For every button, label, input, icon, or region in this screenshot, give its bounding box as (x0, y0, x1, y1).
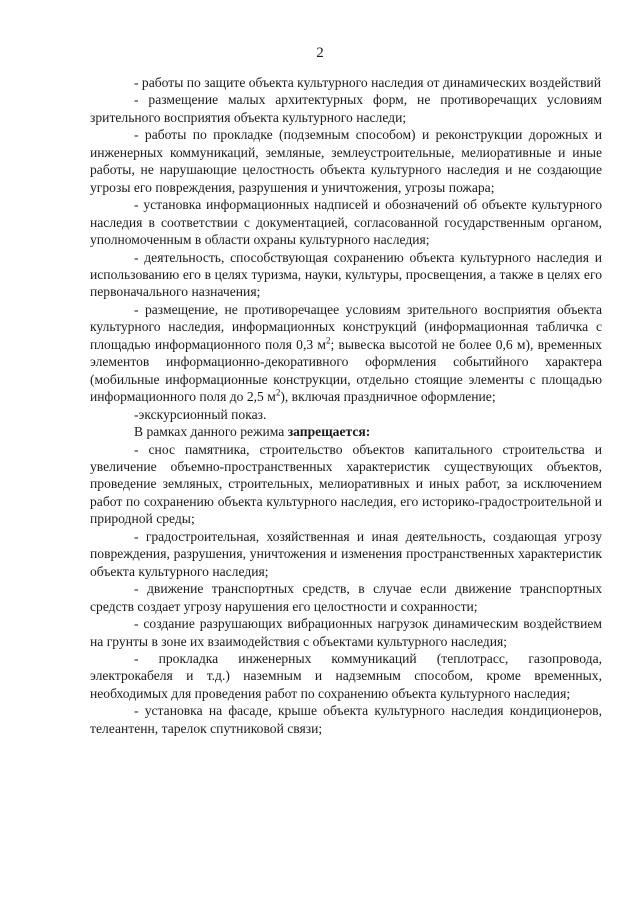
paragraph: - создание разрушающих вибрационных нагрузок динамическим воздействием на грунты в зоне их взаимодействия с объектами культурного наследия; (90, 616, 602, 649)
paragraph: - работы по прокладке (подземным способом) и реконструкции дорожных и инженерных коммуникаций, земляные, землеустроительные, мелиоративные и иные работы, не нарушающие целостность объекта культурного наследия и не создающие угрозы его повреждения, разрушения и уничтожения, угрозы пожара; (90, 127, 602, 195)
paragraph-text: - размещение, не противоречащее условиям зрительного восприятия объекта культурного наследия, информационных конструкций (информационная табличка с площадью информационного поля 0,3 м (90, 301, 602, 352)
paragraph: - деятельность, способствующая сохранению объекта культурного наследия и использованию его в целях туризма, науки, культуры, просвещения, а также в целях его первоначального назначения; (90, 249, 602, 300)
paragraph: -экскурсионный показ. (134, 406, 267, 422)
superscript: 2 (275, 387, 281, 398)
heading-bold-text: запрещается: (287, 424, 371, 440)
page-number: 2 (316, 45, 324, 61)
section-heading (90, 423, 602, 440)
document-body (90, 74, 602, 737)
paragraph: - снос памятника, строительство объектов капитального строительства и увеличение объемно-пространственных характеристик существующих объектов, проведение земляных, строительных, мелиоративных и иных работ, за исключением работ по сохранению объекта культурного наследия, его историко-градостроительной и природной среды; (90, 441, 602, 527)
paragraph: - прокладка инженерных коммуникаций (теплотрасс, газопровода, электрокабеля и т.д.) наземным и надземным способом, кроме временных, необходимых для проведения работ по сохранению объекта культурного наследия; (90, 650, 602, 701)
paragraph: - работы по защите объекта культурного наследия от динамических воздействий (134, 75, 601, 90)
superscript: 2 (325, 335, 331, 346)
heading-prefix: В рамках данного режима (134, 424, 288, 440)
paragraph-text: ; вывеска высотой не более 0,6 м), временных элементов информационно-декоративного оформления событийного характера (мобильные информационные конструкции, отдельно стоящие элементы с площадью информационного поля до 2,5 м (90, 336, 602, 405)
paragraph: - градостроительная, хозяйственная и иная деятельность, создающая угрозу повреждения, разрушения, уничтожения и изменения пространственных характеристик объекта культурного наследия; (90, 528, 602, 579)
paragraph: - движение транспортных средств, в случае если движение транспортных средств создает угрозу нарушения его целостности и сохранности; (90, 581, 602, 614)
paragraph: - размещение малых архитектурных форм, не противоречащих условиям зрительного восприятия объекта культурного наследи; (90, 92, 602, 125)
paragraph (90, 301, 602, 406)
paragraph: - установка информационных надписей и обозначений об объекте культурного наследия в соответствии с документацией, согласованной государственным органом, уполномоченным в области охраны культурного наследия; (90, 197, 602, 248)
paragraph: - установка на фасаде, крыше объекта культурного наследия кондиционеров, телеантенн, тарелок спутниковой связи; (90, 703, 602, 736)
paragraph-text: ), включая праздничное оформление; (280, 389, 496, 405)
